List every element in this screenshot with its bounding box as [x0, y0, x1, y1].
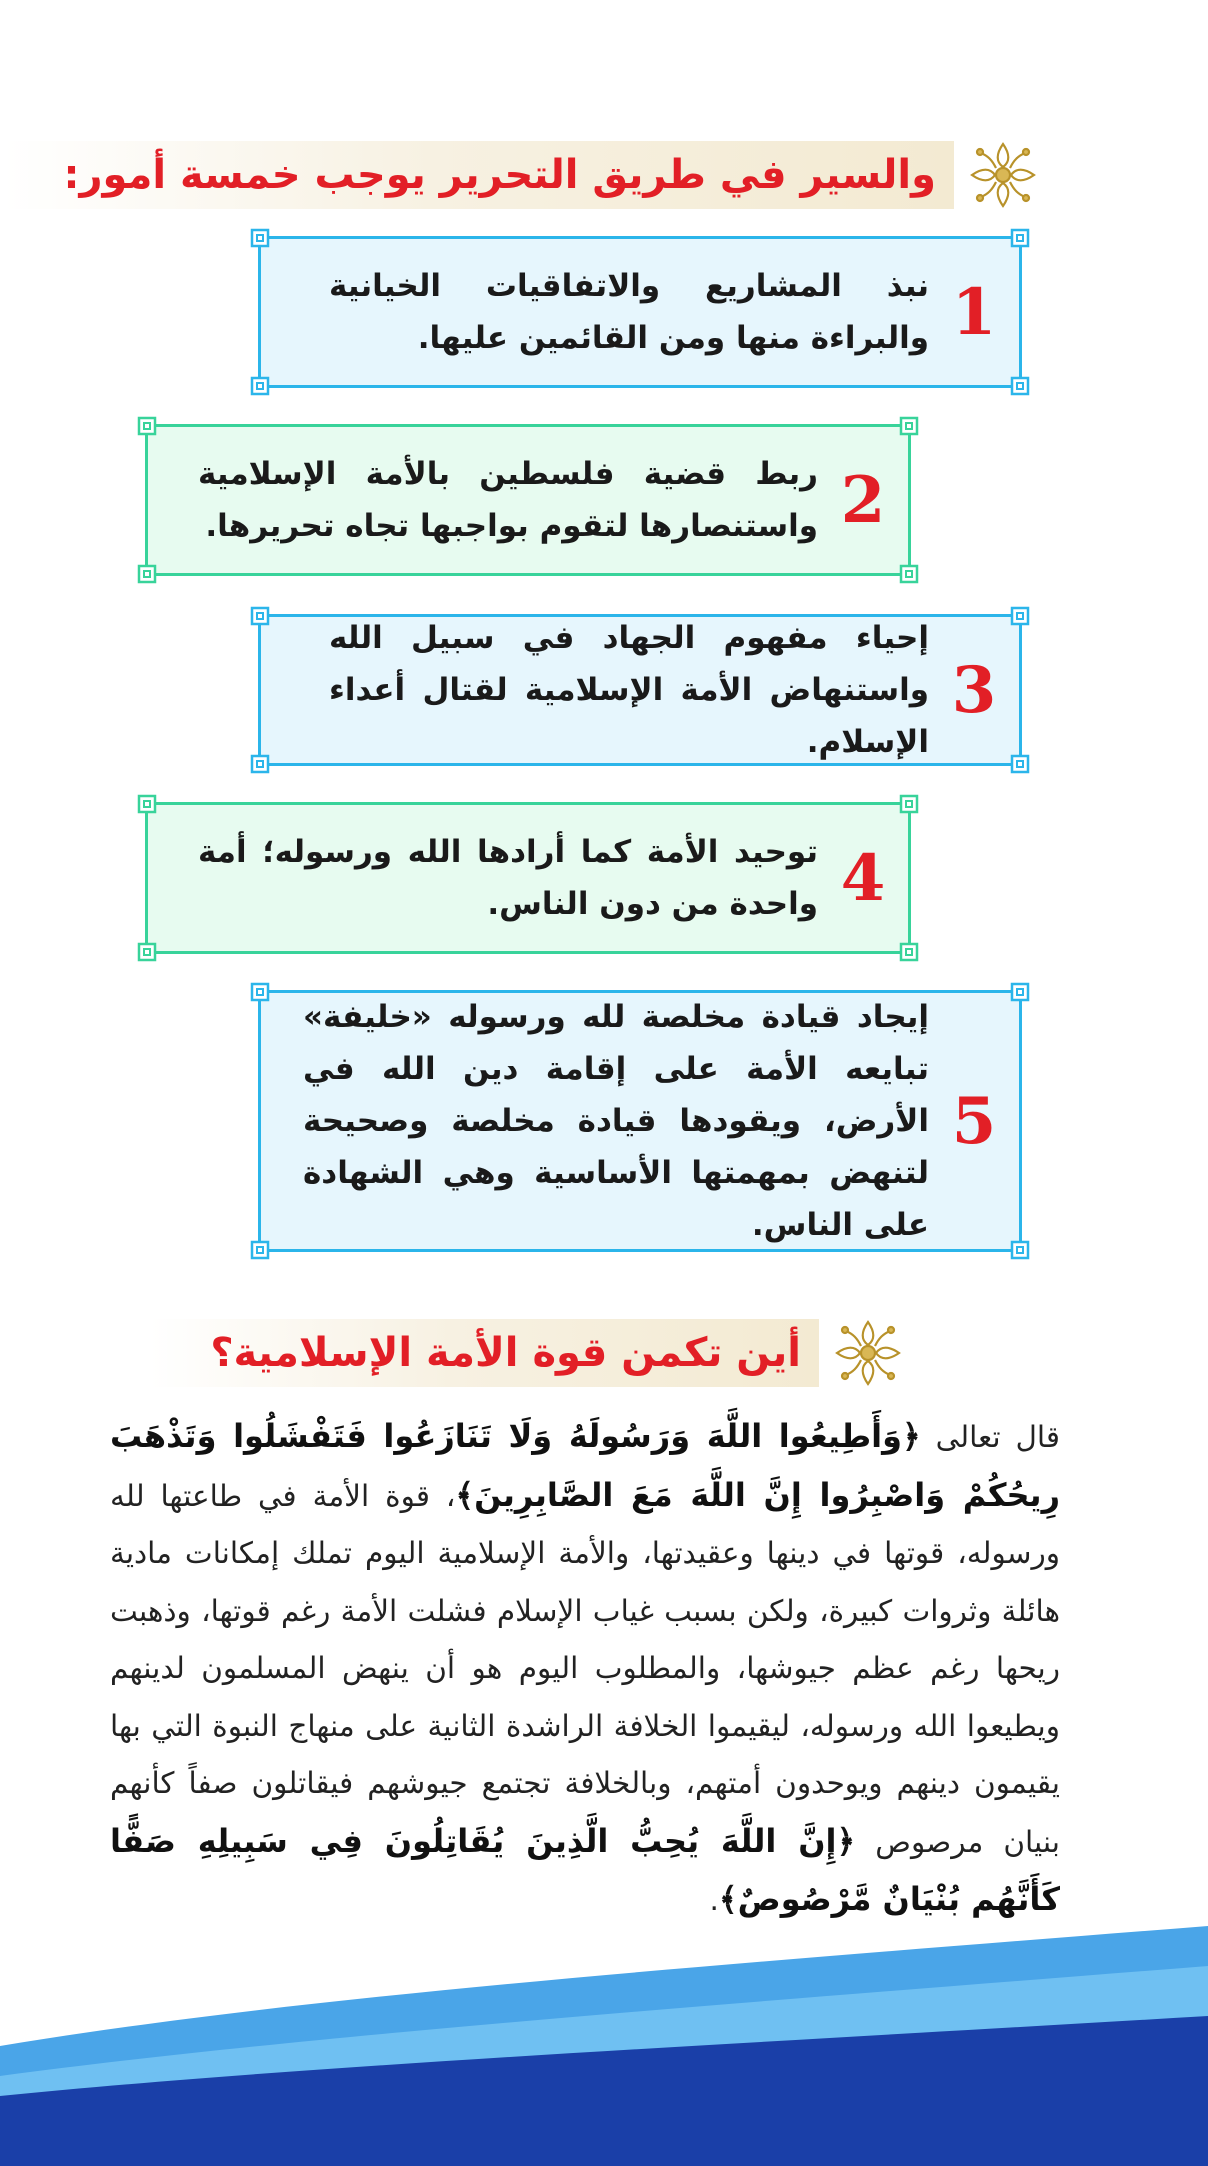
paragraph-end: .: [709, 1883, 719, 1917]
box-corner-ornament: [1009, 605, 1031, 627]
box-corner-ornament: [249, 375, 271, 397]
box-corner-ornament: [1009, 753, 1031, 775]
paragraph-body: ، قوة الأمة في طاعتها لله ورسوله، قوتها في دينها وعقيدتها، والأمة الإسلامية اليوم تملك إمكانات مادية هائلة وثروات كبيرة، ولكن بسبب غياب الإسلام فشلت الأمة رغم قوتها، وذهبت ريحها رغم عظم جيوشها، والمطلوب اليوم هو أن ينهض المسلمون لدينهم ويطيعوا الله ورسوله، ليقيموا الخلافة الراشدة الثانية على منهاج النبوة التي بها يقيمون دينهم ويوحدون أمتهم، وبالخلافة تجتمع جيوشهم فيقاتلون صفاً كأنهم بنيان مرصوص: [110, 1478, 1061, 1859]
box-corner-ornament: [898, 793, 920, 815]
box-corner-ornament: [136, 941, 158, 963]
item-text: إحياء مفهوم الجهاد في سبيل الله واستنهاض الأمة الإسلامية لقتال أعداء الإسلام.: [329, 620, 929, 760]
quran-verse-2: ﴿إِنَّ اللَّهَ يُحِبُّ الَّذِينَ يُقَاتِلُونَ فِي سَبِيلِهِ صَفًّا كَأَنَّهُم بُنْيَانٌ مَّرْصُوصٌ﴾: [110, 1821, 1060, 1918]
box-corner-ornament: [136, 793, 158, 815]
box-corner-ornament: [1009, 227, 1031, 249]
bottom-wave-decoration: [0, 1926, 1208, 2166]
box-corner-ornament: [898, 941, 920, 963]
list-item-3: [258, 614, 1022, 766]
item-text: توحيد الأمة كما أرادها الله ورسوله؛ أمة واحدة من دون الناس.: [198, 834, 818, 922]
item-number: 4: [840, 840, 886, 916]
ornament-icon: [968, 140, 1038, 210]
box-corner-ornament: [249, 605, 271, 627]
item-text: نبذ المشاريع والاتفاقيات الخيانية والبراءة منها ومن القائمين عليها.: [329, 268, 929, 356]
box-corner-ornament: [898, 415, 920, 437]
section-heading-1: [4, 140, 1038, 210]
box-corner-ornament: [1009, 375, 1031, 397]
section-heading-2: [150, 1318, 903, 1388]
box-corner-ornament: [249, 1239, 271, 1261]
item-text: ربط قضية فلسطين بالأمة الإسلامية واستنصارها لتقوم بواجبها تجاه تحريرها.: [198, 456, 818, 544]
box-corner-ornament: [249, 981, 271, 1003]
item-number: 5: [951, 1083, 997, 1159]
list-item-1: [258, 236, 1022, 388]
list-item-5: [258, 990, 1022, 1252]
list-item-4: [145, 802, 911, 954]
heading-1-text: والسير في طريق التحرير يوجب خمسة أمور:: [4, 141, 954, 209]
box-corner-ornament: [1009, 981, 1031, 1003]
box-corner-ornament: [249, 227, 271, 249]
list-item-2: [145, 424, 911, 576]
item-number: 3: [951, 652, 997, 728]
box-corner-ornament: [249, 753, 271, 775]
item-number: 1: [951, 274, 997, 350]
box-corner-ornament: [136, 563, 158, 585]
box-corner-ornament: [1009, 1239, 1031, 1261]
item-text: إيجاد قيادة مخلصة لله ورسوله «خليفة» تبايعه الأمة على إقامة دين الله في الأرض، ويقودها قيادة مخلصة وصحيحة لتنهض بمهمتها الأساسية وهي الشهادة على الناس.: [303, 999, 929, 1243]
heading-2-text: أين تكمن قوة الأمة الإسلامية؟: [150, 1319, 819, 1387]
box-corner-ornament: [136, 415, 158, 437]
box-corner-ornament: [898, 563, 920, 585]
ornament-icon: [833, 1318, 903, 1388]
paragraph-intro: قال تعالى: [920, 1420, 1060, 1454]
item-number: 2: [840, 462, 886, 538]
body-paragraph: [110, 1408, 1060, 1930]
quran-verse-1: ﴿وَأَطِيعُوا اللَّهَ وَرَسُولَهُ وَلَا تَنَازَعُوا فَتَفْشَلُوا وَتَذْهَبَ رِيحُكُمْ وَاصْبِرُوا إِنَّ اللَّهَ مَعَ الصَّابِرِينَ﴾: [110, 1417, 1060, 1514]
